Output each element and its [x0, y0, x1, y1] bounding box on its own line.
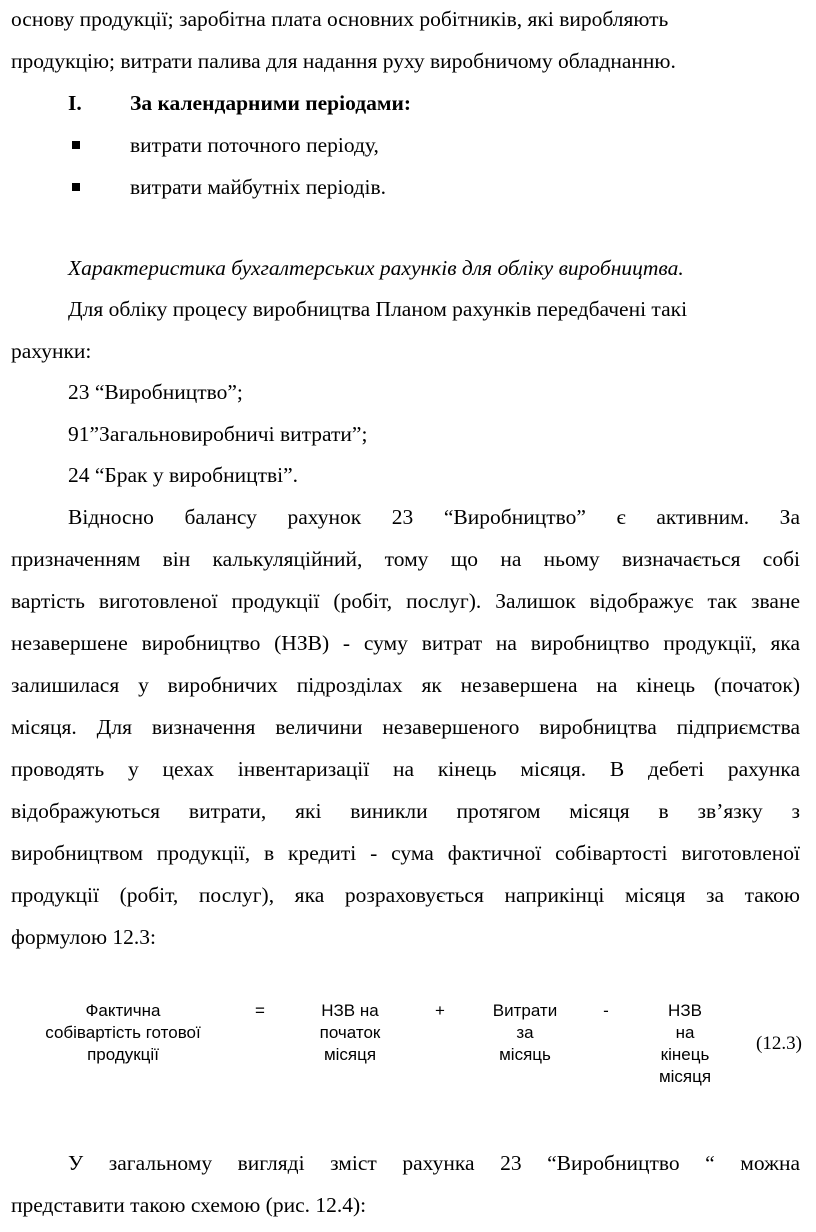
formula-term-opening-wip: НЗВ на початок місяця: [319, 1001, 381, 1064]
formula-term-closing-wip: НЗВ на кінець місяця: [658, 1001, 712, 1086]
paragraph-line: основу продукції; заробітна плата основних робітників, які виробляють: [11, 7, 669, 31]
account-item: 24 “Брак у виробництві”.: [68, 463, 299, 487]
account-item: 91”Загальновиробничі витрати”;: [68, 422, 368, 446]
intro-line: Для обліку процесу виробництва Планом рахунків передбачені такі: [68, 297, 688, 321]
formula-lhs: Фактична собівартість готової продукції: [45, 1001, 201, 1064]
main-paragraph-line: вартість виготовленої продукції (робіт, послуг). Залишок відображує так зване: [11, 589, 800, 613]
closing-line: представити такою схемою (рис. 12.4):: [11, 1193, 367, 1217]
closing-line: У загальному вигляді зміст рахунка 23 “Виробництво “ можна: [68, 1151, 800, 1175]
bullet-item: витрати поточного періоду,: [130, 133, 379, 157]
main-paragraph-line: відображуються витрати, які виникли протягом місяця в зв’язку з: [11, 799, 800, 823]
main-paragraph-line: місяця. Для визначення величини незавершеного виробництва підприємства: [11, 715, 800, 739]
bullet-icon: [72, 183, 80, 191]
account-item: 23 “Виробництво”;: [68, 380, 243, 404]
main-paragraph-line: незавершене виробництво (НЗВ) - суму витрат на виробництво продукції, яка: [11, 631, 800, 655]
section-numeral: І.: [68, 91, 82, 115]
main-paragraph-line: формулою 12.3:: [11, 925, 157, 949]
equals-sign: =: [255, 1001, 265, 1020]
bullet-icon: [72, 141, 80, 149]
main-paragraph-line: продукції (робіт, послуг), яка розраховується наприкінці місяця за такою: [11, 883, 800, 907]
main-paragraph-line: проводять у цехах інвентаризації на кінець місяця. В дебеті рахунка: [11, 757, 800, 781]
main-paragraph-line: виробництвом продукції, в кредиті - сума фактичної собівартості виготовленої: [11, 841, 800, 865]
subheading: Характеристика бухгалтерських рахунків для обліку виробництва.: [68, 256, 684, 280]
intro-line: рахунки:: [11, 339, 92, 363]
minus-sign: -: [603, 1001, 609, 1020]
formula-term-costs: Витрати за місяць: [492, 1001, 558, 1064]
section-heading: За календарними періодами:: [130, 91, 412, 115]
main-paragraph-line: залишилася у виробничих підрозділах як незавершена на кінець (початок): [11, 673, 800, 697]
bullet-item: витрати майбутніх періодів.: [130, 175, 387, 199]
paragraph-line: продукцію; витрати палива для надання руху виробничому обладнанню.: [11, 49, 676, 73]
formula-number: (12.3): [756, 1033, 802, 1054]
plus-sign: +: [435, 1001, 445, 1020]
main-paragraph-line: Відносно балансу рахунок 23 “Виробництво” є активним. За: [68, 505, 800, 529]
main-paragraph-line: призначенням він калькуляційний, тому що на ньому визначається собі: [11, 547, 800, 571]
